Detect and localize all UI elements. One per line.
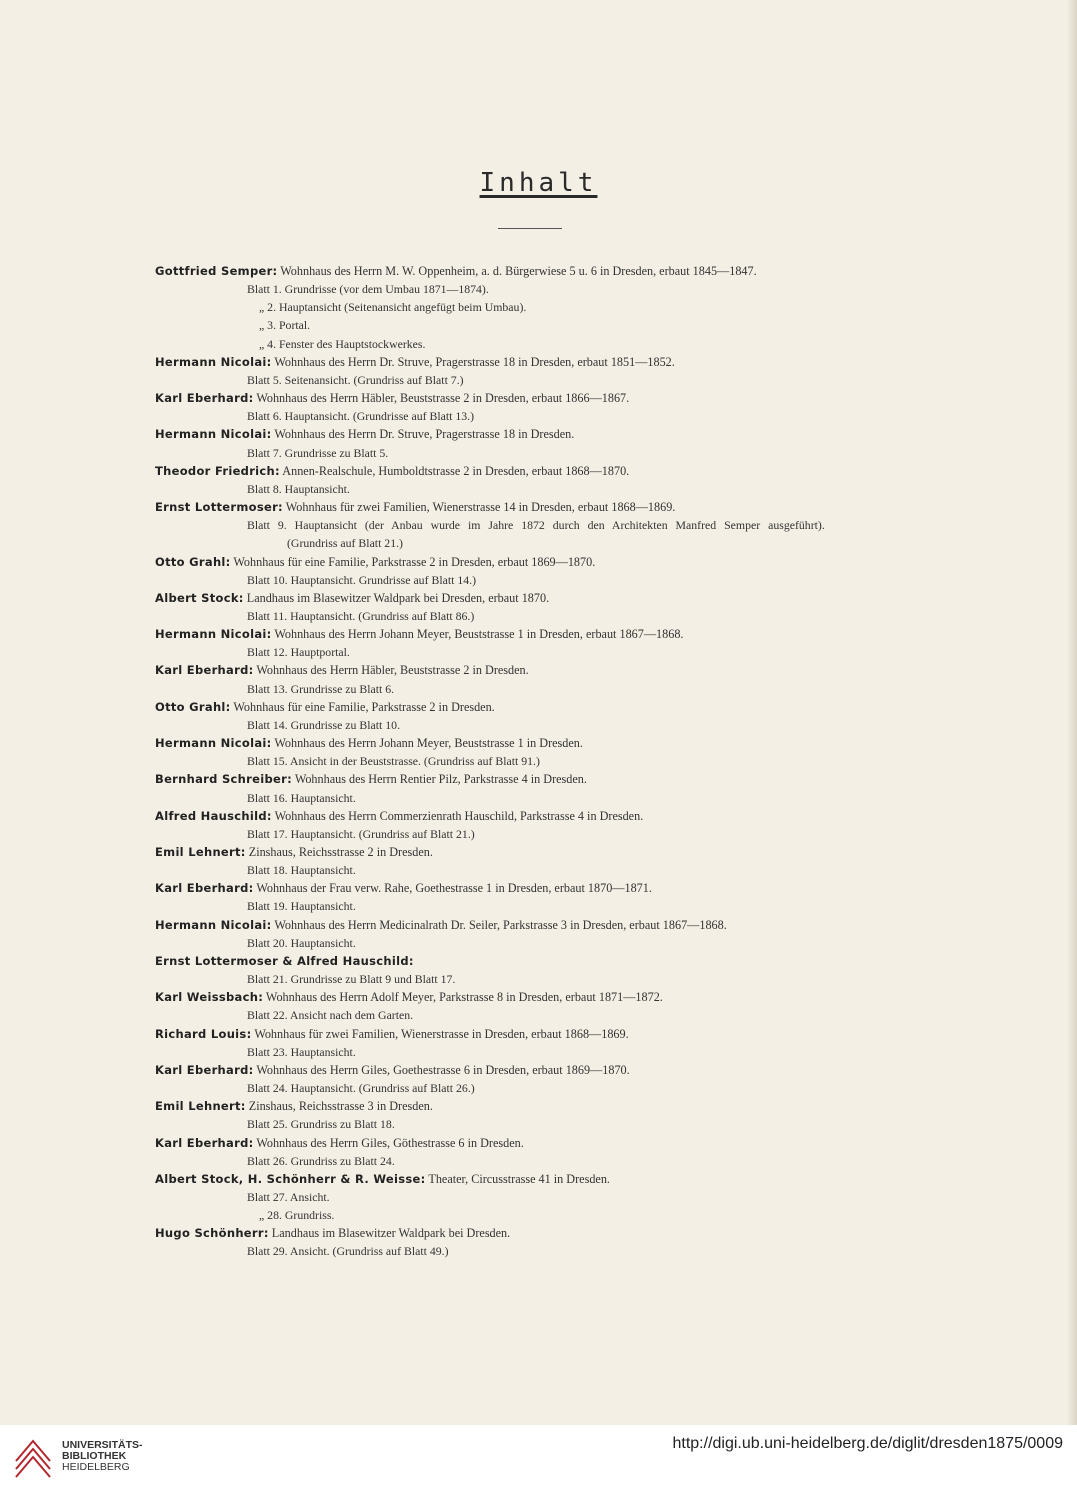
entry-architect: Hermann Nicolai: (155, 917, 272, 932)
toc-entry (155, 389, 915, 407)
toc-entry (155, 1134, 915, 1152)
toc-entry (155, 425, 915, 443)
university-library-logo-icon (12, 1435, 54, 1483)
toc-entry (155, 952, 915, 970)
entry-description: Wohnhaus des Herrn Adolf Meyer, Parkstrasse 8 in Dresden, erbaut 1871—1872. (265, 990, 663, 1005)
entry-architect: Hugo Schönherr: (155, 1226, 269, 1241)
entry-description: Wohnhaus des Herrn Häbler, Beuststrasse 2 in Dresden. (256, 663, 529, 678)
plate-line: Blatt 6. Hauptansicht. (Grundrisse auf Blatt 13.) (247, 409, 475, 424)
plate-line: Blatt 29. Ansicht. (Grundriss auf Blatt 49.) (247, 1244, 449, 1259)
scan-edge-shadow (1067, 0, 1077, 1425)
toc-entry (155, 698, 915, 716)
entry-architect: Karl Eberhard: (155, 663, 254, 678)
entry-description: Wohnhaus für zwei Familien, Wienerstrasse 14 in Dresden, erbaut 1868—1869. (285, 500, 676, 515)
page-title: Inhalt (479, 168, 598, 198)
entry-architect: Karl Eberhard: (155, 1062, 254, 1077)
title-divider (498, 228, 562, 229)
toc-entry (155, 462, 915, 480)
toc-entry (155, 843, 915, 861)
plate-line: Blatt 20. Hauptansicht. (247, 935, 356, 950)
entry-architect: Theodor Friedrich: (155, 463, 280, 478)
toc-entry (155, 1061, 915, 1079)
toc-entry (155, 589, 915, 607)
entry-description: Annen-Realschule, Humboldtstrasse 2 in Dresden, erbaut 1868—1870. (282, 463, 630, 478)
entry-architect: Karl Eberhard: (155, 881, 254, 896)
toc-entry (155, 988, 915, 1006)
toc-entry (155, 553, 915, 571)
plate-line: Blatt 26. Grundriss zu Blatt 24. (247, 1153, 395, 1168)
toc-entry (155, 1025, 915, 1043)
plate-line: „ 4. Fenster des Hauptstockwerkes. (259, 336, 426, 351)
entry-architect: Hermann Nicolai: (155, 354, 272, 369)
plate-line: Blatt 15. Ansicht in der Beuststrasse. (Grundriss auf Blatt 91.) (247, 754, 540, 769)
toc-entry (155, 353, 915, 371)
plate-line: „ 2. Hauptansicht (Seitenansicht angefügt beim Umbau). (259, 300, 527, 315)
entry-architect: Alfred Hauschild: (155, 808, 272, 823)
library-name (62, 1440, 143, 1473)
table-of-contents (155, 262, 915, 1261)
plate-line: Blatt 23. Hauptansicht. (247, 1044, 356, 1059)
entry-architect: Bernhard Schreiber: (155, 772, 292, 787)
plate-line: Blatt 12. Hauptportal. (247, 645, 350, 660)
plate-line (155, 516, 907, 552)
entry-architect: Hermann Nicolai: (155, 427, 272, 442)
entry-architect: Gottfried Semper: (155, 264, 278, 278)
toc-entry (155, 1170, 915, 1188)
plate-line: Blatt 27. Ansicht. (247, 1189, 330, 1204)
plate-line: Blatt 17. Hauptansicht. (Grundriss auf Blatt 21.) (247, 826, 475, 841)
library-name-line2: BIBLIOTHEK (62, 1450, 127, 1462)
plate-line-text: Blatt 9. Hauptansicht (der Anbau wurde im Jahre 1872 durch den Architekten Manfred Semper ausgeführt). (247, 518, 825, 533)
plate-line: Blatt 7. Grundrisse zu Blatt 5. (247, 445, 389, 460)
entry-description: Wohnhaus der Frau verw. Rahe, Goethestrasse 1 in Dresden, erbaut 1870—1871. (256, 881, 652, 896)
toc-entry (155, 498, 915, 516)
entry-description: Zinshaus, Reichsstrasse 2 in Dresden. (248, 845, 433, 859)
plate-line: Blatt 19. Hauptansicht. (247, 899, 356, 914)
toc-entry (155, 1224, 915, 1242)
toc-entry (155, 879, 915, 897)
library-name-line3: HEIDELBERG (62, 1461, 130, 1473)
entry-description: Theater, Circusstrasse 41 in Dresden. (428, 1171, 610, 1186)
toc-entry (155, 734, 915, 752)
entry-description: Wohnhaus für zwei Familien, Wienerstrasse in Dresden, erbaut 1868—1869. (254, 1026, 629, 1041)
entry-architect: Karl Weissbach: (155, 990, 264, 1005)
entry-architect: Albert Stock: (155, 590, 244, 605)
plate-line: „ 28. Grundriss. (259, 1208, 335, 1223)
entry-architect: Hermann Nicolai: (155, 627, 272, 642)
plate-line: Blatt 25. Grundriss zu Blatt 18. (247, 1117, 395, 1132)
entry-architect: Ernst Lottermoser & Alfred Hauschild: (155, 953, 414, 968)
entry-architect: Otto Grahl: (155, 554, 231, 569)
plate-line: Blatt 24. Hauptansicht. (Grundriss auf Blatt 26.) (247, 1081, 475, 1096)
toc-entry (155, 1097, 915, 1115)
plate-line: Blatt 18. Hauptansicht. (247, 863, 356, 878)
toc-entry (155, 262, 915, 280)
plate-line: Blatt 5. Seitenansicht. (Grundriss auf Blatt 7.) (247, 372, 464, 387)
entry-description: Wohnhaus des Herrn Medicinalrath Dr. Seiler, Parkstrasse 3 in Dresden, erbaut 1867—1868. (274, 917, 727, 932)
entry-description: Wohnhaus des Herrn Giles, Goethestrasse 6 in Dresden, erbaut 1869—1870. (256, 1062, 630, 1077)
entry-description: Wohnhaus des Herrn M. W. Oppenheim, a. d. Bürgerwiese 5 u. 6 in Dresden, erbaut 1845—1847. (280, 264, 757, 278)
plate-line: Blatt 14. Grundrisse zu Blatt 10. (247, 717, 401, 732)
plate-line: Blatt 11. Hauptansicht. (Grundriss auf Blatt 86.) (247, 608, 475, 623)
entry-architect: Karl Eberhard: (155, 391, 254, 406)
entry-description: Landhaus im Blasewitzer Waldpark bei Dresden. (271, 1226, 511, 1241)
plate-line: Blatt 16. Hauptansicht. (247, 790, 356, 805)
entry-description: Wohnhaus des Herrn Dr. Struve, Pragerstrasse 18 in Dresden. (274, 427, 575, 442)
entry-description: Wohnhaus des Herrn Dr. Struve, Pragerstrasse 18 in Dresden, erbaut 1851—1852. (274, 354, 675, 369)
toc-entry (155, 916, 915, 934)
toc-entry (155, 807, 915, 825)
entry-architect: Karl Eberhard: (155, 1135, 254, 1150)
entry-architect: Emil Lehnert: (155, 1099, 246, 1114)
entry-architect: Hermann Nicolai: (155, 736, 272, 751)
entry-description: Landhaus im Blasewitzer Waldpark bei Dresden, erbaut 1870. (246, 590, 550, 605)
entry-description: Wohnhaus des Herrn Commerzienrath Hauschild, Parkstrasse 4 in Dresden. (274, 808, 644, 823)
entry-description: Wohnhaus des Herrn Giles, Göthestrasse 6 in Dresden. (256, 1135, 524, 1150)
library-name-line1: UNIVERSITÄTS- (62, 1439, 143, 1451)
toc-entry (155, 661, 915, 679)
plate-line-continuation: (Grundriss auf Blatt 21.) (287, 536, 403, 551)
plate-line: „ 3. Portal. (259, 318, 311, 333)
plate-line: Blatt 21. Grundrisse zu Blatt 9 und Blatt 17. (247, 972, 456, 987)
entry-architect: Otto Grahl: (155, 699, 231, 714)
footer-bar (0, 1425, 1077, 1496)
entry-architect: Albert Stock, H. Schönherr & R. Weisse: (155, 1171, 426, 1186)
plate-line: Blatt 13. Grundrisse zu Blatt 6. (247, 681, 395, 696)
entry-description: Wohnhaus für eine Familie, Parkstrasse 2 in Dresden, erbaut 1869—1870. (233, 554, 596, 569)
entry-description: Wohnhaus für eine Familie, Parkstrasse 2 in Dresden. (233, 699, 495, 714)
toc-entry (155, 770, 915, 788)
entry-architect: Emil Lehnert: (155, 845, 246, 859)
entry-architect: Ernst Lottermoser: (155, 500, 283, 515)
plate-line: Blatt 22. Ansicht nach dem Garten. (247, 1008, 414, 1023)
plate-line: Blatt 8. Hauptansicht. (247, 481, 350, 496)
entry-description: Zinshaus, Reichsstrasse 3 in Dresden. (248, 1099, 433, 1114)
entry-description: Wohnhaus des Herrn Rentier Pilz, Parkstrasse 4 in Dresden. (294, 772, 587, 787)
entry-description: Wohnhaus des Herrn Häbler, Beuststrasse 2 in Dresden, erbaut 1866—1867. (256, 391, 630, 406)
plate-line: Blatt 1. Grundrisse (vor dem Umbau 1871—1874). (247, 282, 489, 297)
entry-description: Wohnhaus des Herrn Johann Meyer, Beuststrasse 1 in Dresden. (274, 736, 583, 751)
entry-description: Wohnhaus des Herrn Johann Meyer, Beuststrasse 1 in Dresden, erbaut 1867—1868. (274, 627, 684, 642)
permalink-url[interactable]: http://digi.ub.uni-heidelberg.de/diglit/dresden1875/0009 (672, 1435, 1063, 1452)
entry-architect: Richard Louis: (155, 1026, 252, 1041)
toc-entry (155, 625, 915, 643)
plate-line: Blatt 10. Hauptansicht. Grundrisse auf Blatt 14.) (247, 572, 477, 587)
